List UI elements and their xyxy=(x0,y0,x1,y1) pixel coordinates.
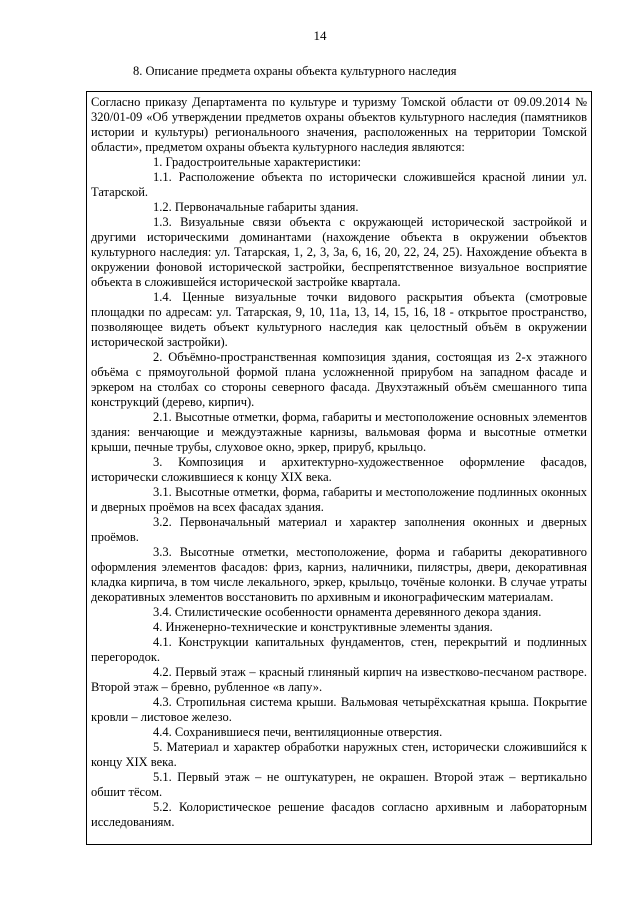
item-text: Высотные отметки, форма, габариты и местоположение основных элементов здания: венчающие и междуэтажные карнизы, вальмовая форма и высотные отметки крыши, печные трубы, слуховое окно, эркер, прируб, крыльцо. xyxy=(91,410,587,454)
protection-item xyxy=(91,215,587,290)
protection-item xyxy=(91,455,587,485)
item-number: 2.1. xyxy=(153,410,172,424)
item-text: Первый этаж – красный глиняный кирпич на известково-песчаном растворе. Второй этаж – бревно, рубленное «в лапу». xyxy=(91,665,587,694)
item-number: 3. xyxy=(153,455,163,469)
protection-item xyxy=(91,770,587,800)
item-number: 4.2. xyxy=(153,665,172,679)
item-text: Композиция и архитектурно-художественное оформление фасадов, исторически сложившиеся к концу XIX века. xyxy=(91,455,587,484)
item-number: 3.1. xyxy=(153,485,172,499)
item-number: 1.1. xyxy=(153,170,172,184)
item-number: 1.4. xyxy=(153,290,172,304)
item-number: 5. xyxy=(153,740,163,754)
protection-item xyxy=(91,605,587,620)
protection-item xyxy=(91,350,587,410)
protection-item xyxy=(91,155,587,170)
item-number: 4. xyxy=(153,620,163,634)
item-text: Материал и характер обработки наружных стен, исторически сложившийся к концу XIX века. xyxy=(91,740,587,769)
item-text: Колористическое решение фасадов согласно архивным и лабораторным исследованиям. xyxy=(91,800,588,829)
item-number: 4.3. xyxy=(153,695,172,709)
item-text: Визуальные связи объекта с окружающей исторической застройкой и другими историческими доминантами (нахождение объекта в окружении объектов культурного наследия: ул. Татарская, 1, 2, 3, 3а, 6, 16, 20, 22, 24, 25). Нахождение объекта в окружении фоновой исторической застройки, беспрепятственное визуальное восприятие объекта в сложившейся исторической застройке квартала. xyxy=(91,215,587,289)
protection-items-list xyxy=(91,155,587,830)
item-text: Конструкции капитальных фундаментов, стен, перекрытий и подлинных перегородок. xyxy=(91,635,588,664)
intro-paragraph: Согласно приказу Департамента по культуре и туризму Томской области от 09.09.2014 № 320/01-09 «Об утверждении предметов охраны объектов культурного наследия (памятников истории и культуры) региональноого значения, расположенных на территории Томской области», предметом охраны объекта культурного наследия являются: xyxy=(91,95,587,154)
protection-item xyxy=(91,545,587,605)
item-number: 1. xyxy=(153,155,163,169)
item-number: 5.2. xyxy=(153,800,172,814)
section-heading: 8. Описание предмета охраны объекта культурного наследия xyxy=(133,64,457,78)
protection-item xyxy=(91,170,587,200)
item-text: Инженерно-технические и конструктивные элементы здания. xyxy=(165,620,493,634)
protection-item xyxy=(91,800,587,830)
protection-item xyxy=(91,695,587,725)
item-text: Высотные отметки, местоположение, форма и габариты декоративного оформления элементов фасадов: фриз, карниз, наличники, пилястры, двери, декоративная кладка кирпича, в том числе лекального, эркер, крыльцо, точёные колонки. В случае утраты декоративных элементов восстановить по архивным и иконографическим материалам. xyxy=(91,545,587,604)
protection-item xyxy=(91,620,587,635)
protection-item xyxy=(91,740,587,770)
item-text: Стропильная система крыши. Вальмовая четырёхскатная крыша. Покрытие кровли – листовое железо. xyxy=(91,695,588,724)
item-text: Градостроительные характеристики: xyxy=(165,155,361,169)
item-text: Объёмно-пространственная композиция здания, состоящая из 2-х этажного объёма с прямоугольной формой плана усложненной прирубом на западном фасаде и эркером на столбах со стороны северного фасада. Двухэтажный объём смешанного типа конструкций (дерево, кирпич). xyxy=(91,350,588,409)
item-text: Стилистические особенности орнамента деревянного декора здания. xyxy=(174,605,542,619)
item-number: 3.2. xyxy=(153,515,172,529)
item-text: Высотные отметки, форма, габариты и местоположение подлинных оконных и дверных проёмов на всех фасадах здания. xyxy=(91,485,587,514)
item-text: Первый этаж – не оштукатурен, не окрашен. Второй этаж – вертикально обшит тёсом. xyxy=(91,770,588,799)
item-number: 3.4. xyxy=(153,605,172,619)
item-text: Первоначальный материал и характер заполнения оконных и дверных проёмов. xyxy=(91,515,588,544)
protection-item xyxy=(91,635,587,665)
protection-item xyxy=(91,290,587,350)
protection-subject-table xyxy=(86,91,592,845)
item-number: 4.1. xyxy=(153,635,172,649)
item-number: 1.3. xyxy=(153,215,172,229)
item-text: Сохранившиеся печи, вентиляционные отверстия. xyxy=(174,725,443,739)
protection-item xyxy=(91,200,587,215)
page-number: 14 xyxy=(313,28,327,43)
protection-item xyxy=(91,665,587,695)
item-number: 5.1. xyxy=(153,770,172,784)
protection-item xyxy=(91,515,587,545)
protection-item xyxy=(91,725,587,740)
item-number: 2. xyxy=(153,350,163,364)
protection-item xyxy=(91,485,587,515)
item-number: 3.3. xyxy=(153,545,172,559)
protection-item xyxy=(91,410,587,455)
item-number: 1.2. xyxy=(153,200,172,214)
item-text: Первоначальные габариты здания. xyxy=(174,200,359,214)
item-text: Расположение объекта по исторически сложившейся красной линии ул. Татарской. xyxy=(91,170,588,199)
item-number: 4.4. xyxy=(153,725,172,739)
item-text: Ценные визуальные точки видового раскрытия объекта (смотровые площадки по адресам: ул. Татарская, 9, 10, 11а, 13, 14, 15, 16, 18 - открытое пространство, позволяющее видеть объект культурного наследия как целостный объём в окружении исторической застройки). xyxy=(91,290,587,349)
